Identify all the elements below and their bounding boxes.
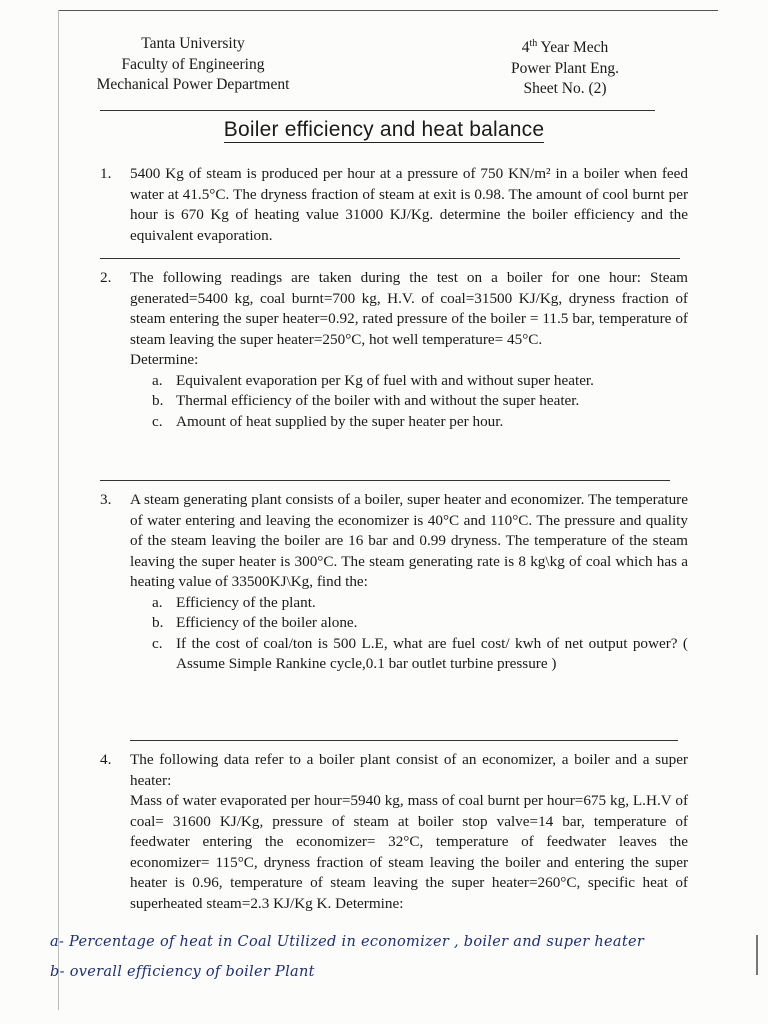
sheet-title <box>0 118 768 142</box>
header-course <box>480 34 650 100</box>
year-number: 4 <box>521 39 530 57</box>
handwritten-note-b: b- overall efficiency of boiler Plant <box>50 964 315 980</box>
year-rest: Year Mech <box>537 39 609 57</box>
sub-question-label: c. <box>152 634 163 652</box>
sheet-number: Sheet No. (2) <box>523 80 607 98</box>
question-body <box>130 750 688 914</box>
sheet-title-text: Boiler efficiency and heat balance <box>223 118 545 141</box>
question-divider <box>100 258 680 259</box>
top-border-line <box>58 10 718 11</box>
left-border-line <box>58 10 59 1010</box>
question-text: 5400 Kg of steam is produced per hour at a pressure of 750 KN/m² in a boiler when feed water at 41.5°C. The dryness fraction of steam at exit is 0.98. The amount of cool burnt per hour is 670 Kg of heating value 31000 KJ/Kg. determine the boiler efficiency and the equivalent evaporation. <box>130 165 688 244</box>
question-body <box>130 268 688 432</box>
sub-question-text: Thermal efficiency of the boiler with and without the super heater. <box>176 392 580 409</box>
question-3 <box>100 490 688 675</box>
sub-question-label: a. <box>152 371 163 389</box>
margin-mark <box>756 935 758 975</box>
question-number: 3. <box>100 491 112 508</box>
sub-question <box>152 371 688 392</box>
question-body <box>130 490 688 675</box>
handwritten-note-a: a- Percentage of heat in Coal Utilized in economizer , boiler and super heater <box>50 934 645 950</box>
question-divider <box>100 480 670 481</box>
question-intro: The following data refer to a boiler plant consist of an economizer, a boiler and a super heater: <box>130 751 688 789</box>
question-text: The following readings are taken during the test on a boiler for one hour: Steam generated=5400 kg, coal burnt=700 kg, H.V. of coal=31500 KJ/Kg, dryness fraction of steam entering the super heater=0.92, rated pressure of the boiler = 11.5 bar, temperature of steam leaving the super heater=250°C, hot well temperature= 45°C. <box>130 269 688 348</box>
question-number: 4. <box>100 751 112 768</box>
sub-question-text: Efficiency of the boiler alone. <box>176 614 358 631</box>
question-number: 1. <box>100 165 112 182</box>
header-divider <box>100 110 655 111</box>
sub-question <box>152 412 688 433</box>
sub-question-text: Equivalent evaporation per Kg of fuel with and without super heater. <box>176 371 594 389</box>
question-body <box>130 164 688 246</box>
sub-question-label: a. <box>152 593 163 611</box>
year-label <box>480 34 650 59</box>
university-name: Tanta University <box>141 35 245 52</box>
sub-question <box>152 391 688 412</box>
sub-question-label: c. <box>152 412 163 430</box>
sub-question-list <box>152 593 688 675</box>
question-divider <box>130 740 678 741</box>
sub-question-text: If the cost of coal/ton is 500 L.E, what are fuel cost/ kwh of net output power? ( Assume Simple Rankine cycle,0.1 bar outlet turbine pressure ) <box>176 634 688 672</box>
department-name: Mechanical Power Department <box>96 76 290 93</box>
question-4 <box>100 750 688 914</box>
question-2 <box>100 268 688 432</box>
sub-question <box>152 593 688 614</box>
question-number: 2. <box>100 269 112 286</box>
sub-question-text: Amount of heat supplied by the super heater per hour. <box>176 412 504 430</box>
sub-question-label: b. <box>152 392 164 409</box>
question-text: A steam generating plant consists of a boiler, super heater and economizer. The temperature of water entering and leaving the economizer is 40°C and 110°C. The pressure and quality of the steam leaving the boiler are 16 bar and 0.99 dryness. The temperature of the steam leaving the super heater is 300°C. The steam generating rate is 8 kg\kg of coal which has a heating value of 33500KJ\Kg, find the: <box>130 491 688 590</box>
sub-question-list <box>152 371 688 433</box>
course-name: Power Plant Eng. <box>510 59 620 77</box>
sub-question <box>152 613 688 634</box>
question-1 <box>100 164 688 246</box>
sub-question <box>152 634 688 675</box>
determine-label: Determine: <box>130 351 199 368</box>
faculty-name: Faculty of Engineering <box>121 55 265 73</box>
question-text: Mass of water evaporated per hour=5940 kg, mass of coal burnt per hour=675 kg, L.H.V of coal= 31600 KJ/Kg, pressure of steam at boiler stop valve=14 bar, temperature of feedwater entering the economizer= 32°C, temperature of feedwater leaves the economizer= 115°C, dryness fraction of steam leaving the boiler and entering the super heater is 0.96, temperature of steam leaving the super heater=260°C, specific heat of superheated steam=2.3 KJ/Kg K. Determine: <box>130 792 688 912</box>
year-suffix: th <box>529 38 538 49</box>
sub-question-label: b. <box>152 614 164 631</box>
header-institution <box>68 34 318 96</box>
sub-question-text: Efficiency of the plant. <box>176 593 316 611</box>
